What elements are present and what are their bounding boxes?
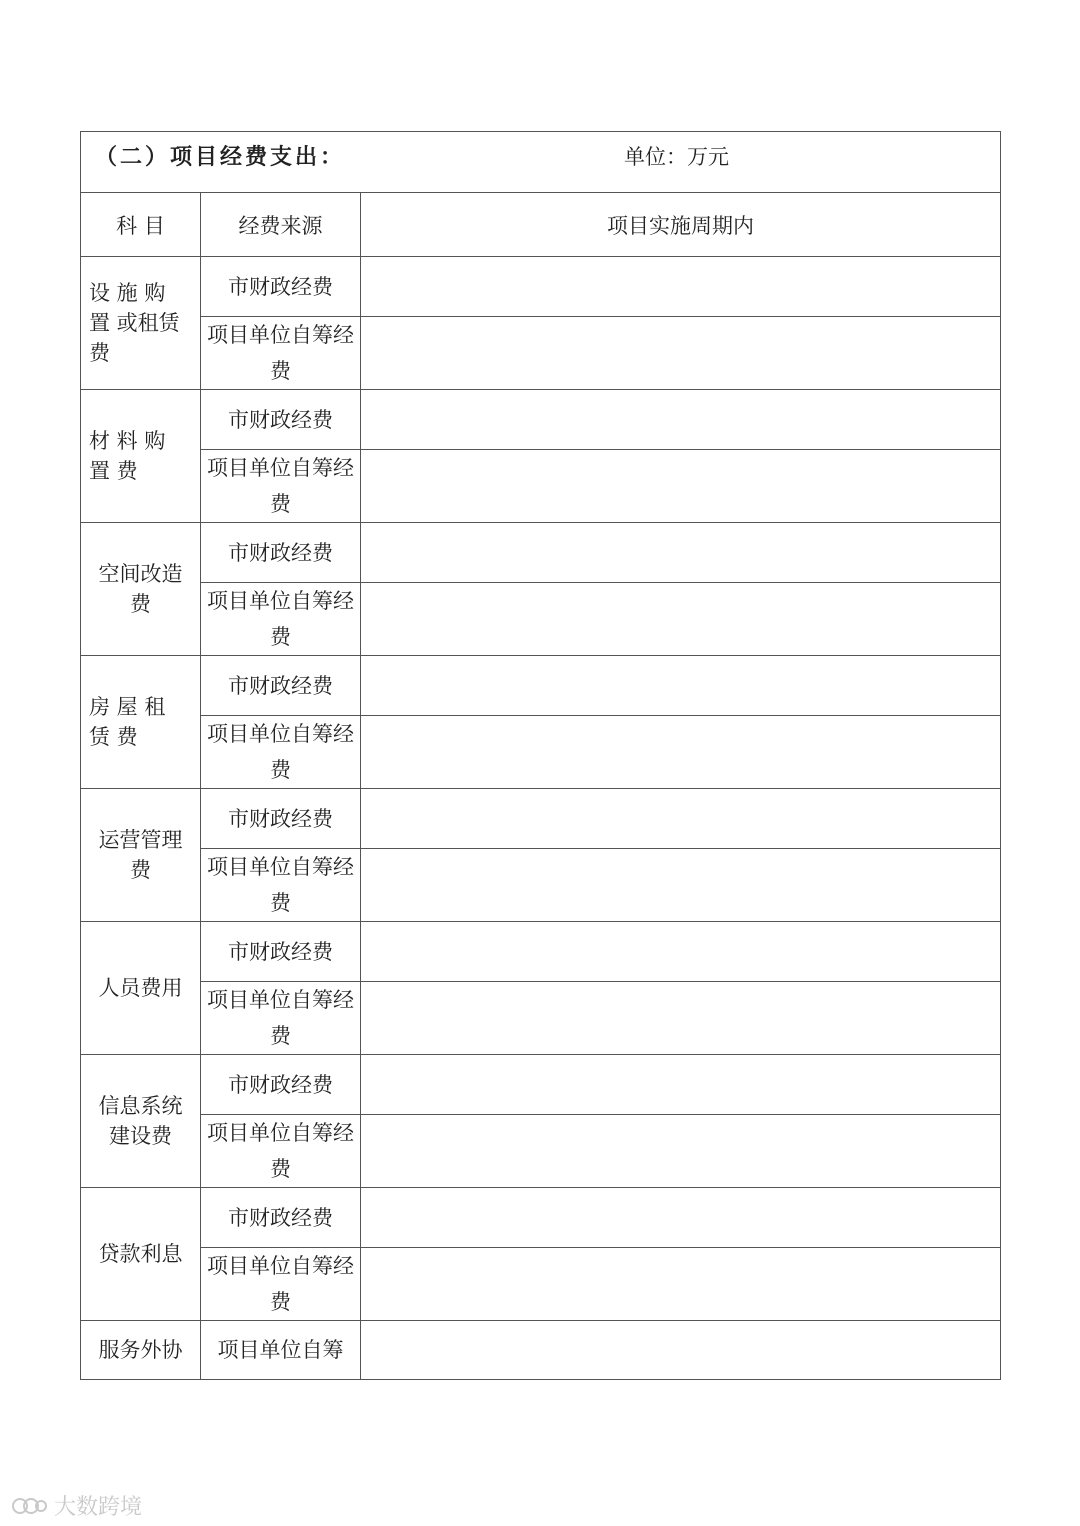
- funding-source-cell: 市财政经费: [201, 390, 361, 450]
- table-row: [81, 523, 1001, 583]
- watermark: [12, 1490, 142, 1521]
- funding-source-cell: 项目单位自筹: [201, 1321, 361, 1380]
- amount-cell[interactable]: [361, 1321, 1001, 1380]
- funding-source-cell: 项目单位自筹经费: [201, 716, 361, 789]
- category-cell: 房 屋 租 赁 费: [81, 656, 201, 789]
- category-cell: 人员费用: [81, 922, 201, 1055]
- amount-cell[interactable]: [361, 317, 1001, 390]
- funding-source-cell: 市财政经费: [201, 1055, 361, 1115]
- table-row: [81, 789, 1001, 849]
- amount-cell[interactable]: [361, 922, 1001, 982]
- expense-table: [80, 131, 1001, 1380]
- amount-cell[interactable]: [361, 1248, 1001, 1321]
- watermark-text: 大数跨境: [54, 1495, 143, 1520]
- funding-source-cell: 市财政经费: [201, 656, 361, 716]
- brand-logo-icon: [12, 1495, 48, 1517]
- header-funding-source: 经费来源: [201, 193, 361, 257]
- table-row: [81, 1115, 1001, 1188]
- funding-source-cell: 项目单位自筹经费: [201, 450, 361, 523]
- table-row: [81, 390, 1001, 450]
- table-row: [81, 922, 1001, 982]
- table-row: [81, 257, 1001, 317]
- section-title: （二）项目经费支出：: [95, 144, 346, 170]
- category-cell: 材 料 购 置 费: [81, 390, 201, 523]
- table-row: [81, 982, 1001, 1055]
- amount-cell[interactable]: [361, 523, 1001, 583]
- caption-row: [81, 132, 1001, 193]
- table-row: [81, 1055, 1001, 1115]
- amount-cell[interactable]: [361, 716, 1001, 789]
- category-cell: 信息系统建设费: [81, 1055, 201, 1188]
- category-cell: 设 施 购 置 或租赁费: [81, 257, 201, 390]
- category-cell: 贷款利息: [81, 1188, 201, 1321]
- header-project-period: 项目实施周期内: [361, 193, 1001, 257]
- table-row: [81, 450, 1001, 523]
- amount-cell[interactable]: [361, 583, 1001, 656]
- funding-source-cell: 项目单位自筹经费: [201, 1115, 361, 1188]
- unit-label: 单位：万元: [624, 145, 729, 169]
- funding-source-cell: 项目单位自筹经费: [201, 849, 361, 922]
- table-row: [81, 716, 1001, 789]
- amount-cell[interactable]: [361, 849, 1001, 922]
- header-row: [81, 193, 1001, 257]
- amount-cell[interactable]: [361, 982, 1001, 1055]
- amount-cell[interactable]: [361, 1188, 1001, 1248]
- funding-source-cell: 项目单位自筹经费: [201, 982, 361, 1055]
- amount-cell[interactable]: [361, 390, 1001, 450]
- table-row: [81, 1188, 1001, 1248]
- funding-source-cell: 市财政经费: [201, 257, 361, 317]
- table-row: [81, 656, 1001, 716]
- funding-source-cell: 项目单位自筹经费: [201, 1248, 361, 1321]
- category-cell: 运营管理费: [81, 789, 201, 922]
- amount-cell[interactable]: [361, 1055, 1001, 1115]
- table-row: [81, 317, 1001, 390]
- amount-cell[interactable]: [361, 789, 1001, 849]
- funding-source-cell: 项目单位自筹经费: [201, 583, 361, 656]
- amount-cell[interactable]: [361, 656, 1001, 716]
- funding-source-cell: 市财政经费: [201, 523, 361, 583]
- category-cell: 服务外协: [81, 1321, 201, 1380]
- funding-source-cell: 市财政经费: [201, 922, 361, 982]
- table-row: [81, 583, 1001, 656]
- funding-source-cell: 市财政经费: [201, 789, 361, 849]
- amount-cell[interactable]: [361, 257, 1001, 317]
- header-subject: 科 目: [81, 193, 201, 257]
- amount-cell[interactable]: [361, 450, 1001, 523]
- amount-cell[interactable]: [361, 1115, 1001, 1188]
- funding-source-cell: 项目单位自筹经费: [201, 317, 361, 390]
- table-row: [81, 849, 1001, 922]
- funding-source-cell: 市财政经费: [201, 1188, 361, 1248]
- table-row: [81, 1321, 1001, 1380]
- table-row: [81, 1248, 1001, 1321]
- category-cell: 空间改造费: [81, 523, 201, 656]
